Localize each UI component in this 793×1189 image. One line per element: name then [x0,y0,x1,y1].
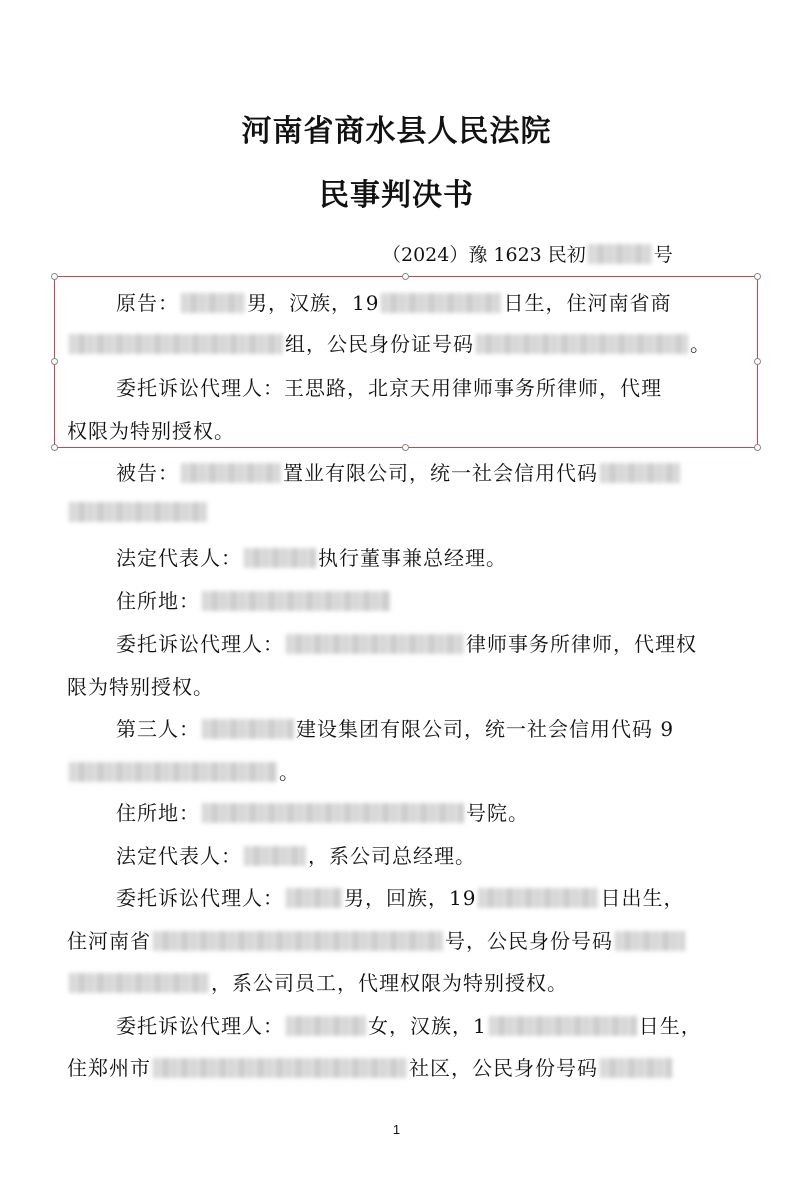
resize-handle-bottom[interactable] [402,444,409,451]
page-number: 1 [392,1122,401,1137]
redacted-case-number [588,244,652,264]
redacted-address [153,1058,407,1078]
redacted-address [202,803,464,823]
third-party-agent1-line-2: 住河南省 号，公民身份号码 [67,925,687,954]
third-party-agent2-line-2: 住郑州市 社区，公民身份号码 [67,1052,674,1081]
redacted-credit-code [69,502,207,522]
redacted-name [286,888,342,908]
document-type: 民事判决书 [319,178,474,213]
resize-handle-top-right[interactable] [754,273,761,280]
defendant-agent-line-1: 委托诉讼代理人： 律师事务所律师，代理权 [116,632,697,656]
plaintiff-agent-line-2: 权限为特别授权。 [67,419,235,443]
third-party-agent1-line-1: 委托诉讼代理人： 男，回族，19 日出生， [116,886,685,910]
redacted-id-number [600,1058,672,1078]
third-party-agent2-line-1: 委托诉讼代理人： 女，汉族，1 日生， [116,1014,702,1038]
plaintiff-line-1: 原告： 男，汉族，19 日生，住河南省商 [116,291,672,315]
redacted-id-number [615,931,685,951]
redacted-name [286,1016,366,1036]
redacted-company [202,719,294,739]
defendant-address-line: 住所地： [116,585,392,614]
redacted-address [153,931,443,951]
case-number: （2024）豫 1623 民初 号 [382,244,673,266]
defendant-agent-line-2: 限为特别授权。 [67,675,214,699]
resize-handle-bottom-right[interactable] [754,444,761,451]
third-party-line-2: 。 [67,756,300,785]
defendant-rep-line: 法定代表人： 执行董事兼总经理。 [116,546,507,570]
resize-handle-top[interactable] [402,273,409,280]
third-party-address-line: 住所地： 号院。 [116,801,529,825]
third-party-line-1: 第三人： 建设集团有限公司，统一社会信用代码 9 [116,717,675,741]
redacted-company [181,463,281,483]
court-title: 河南省商水县人民法院 [241,114,552,149]
resize-handle-left[interactable] [51,358,58,365]
plaintiff-line-2: 组，公民身份证号码 。 [67,328,711,357]
plaintiff-agent-line-1: 委托诉讼代理人：王思路，北京天用律师事务所律师，代理 [116,376,662,400]
defendant-line-2 [67,500,209,524]
redacted-credit-code [69,762,277,782]
third-party-rep-line: 法定代表人： ，系公司总经理。 [116,844,476,868]
third-party-agent1-line-3: ，系公司员工，代理权限为特别授权。 [67,967,568,996]
resize-handle-top-left[interactable] [51,273,58,280]
resize-handle-bottom-left[interactable] [51,444,58,451]
redacted-agent [286,634,464,654]
redacted-credit-code [600,463,680,483]
redacted-id-number [69,973,209,993]
resize-handle-right[interactable] [754,358,761,365]
redacted-name [244,846,306,866]
selection-box[interactable] [54,276,758,448]
redacted-name [244,548,316,568]
defendant-line-1: 被告： 置业有限公司，统一社会信用代码 [116,457,682,486]
redacted-birthdate [478,888,598,908]
redacted-birthdate [489,1016,637,1036]
redacted-address [202,591,390,611]
